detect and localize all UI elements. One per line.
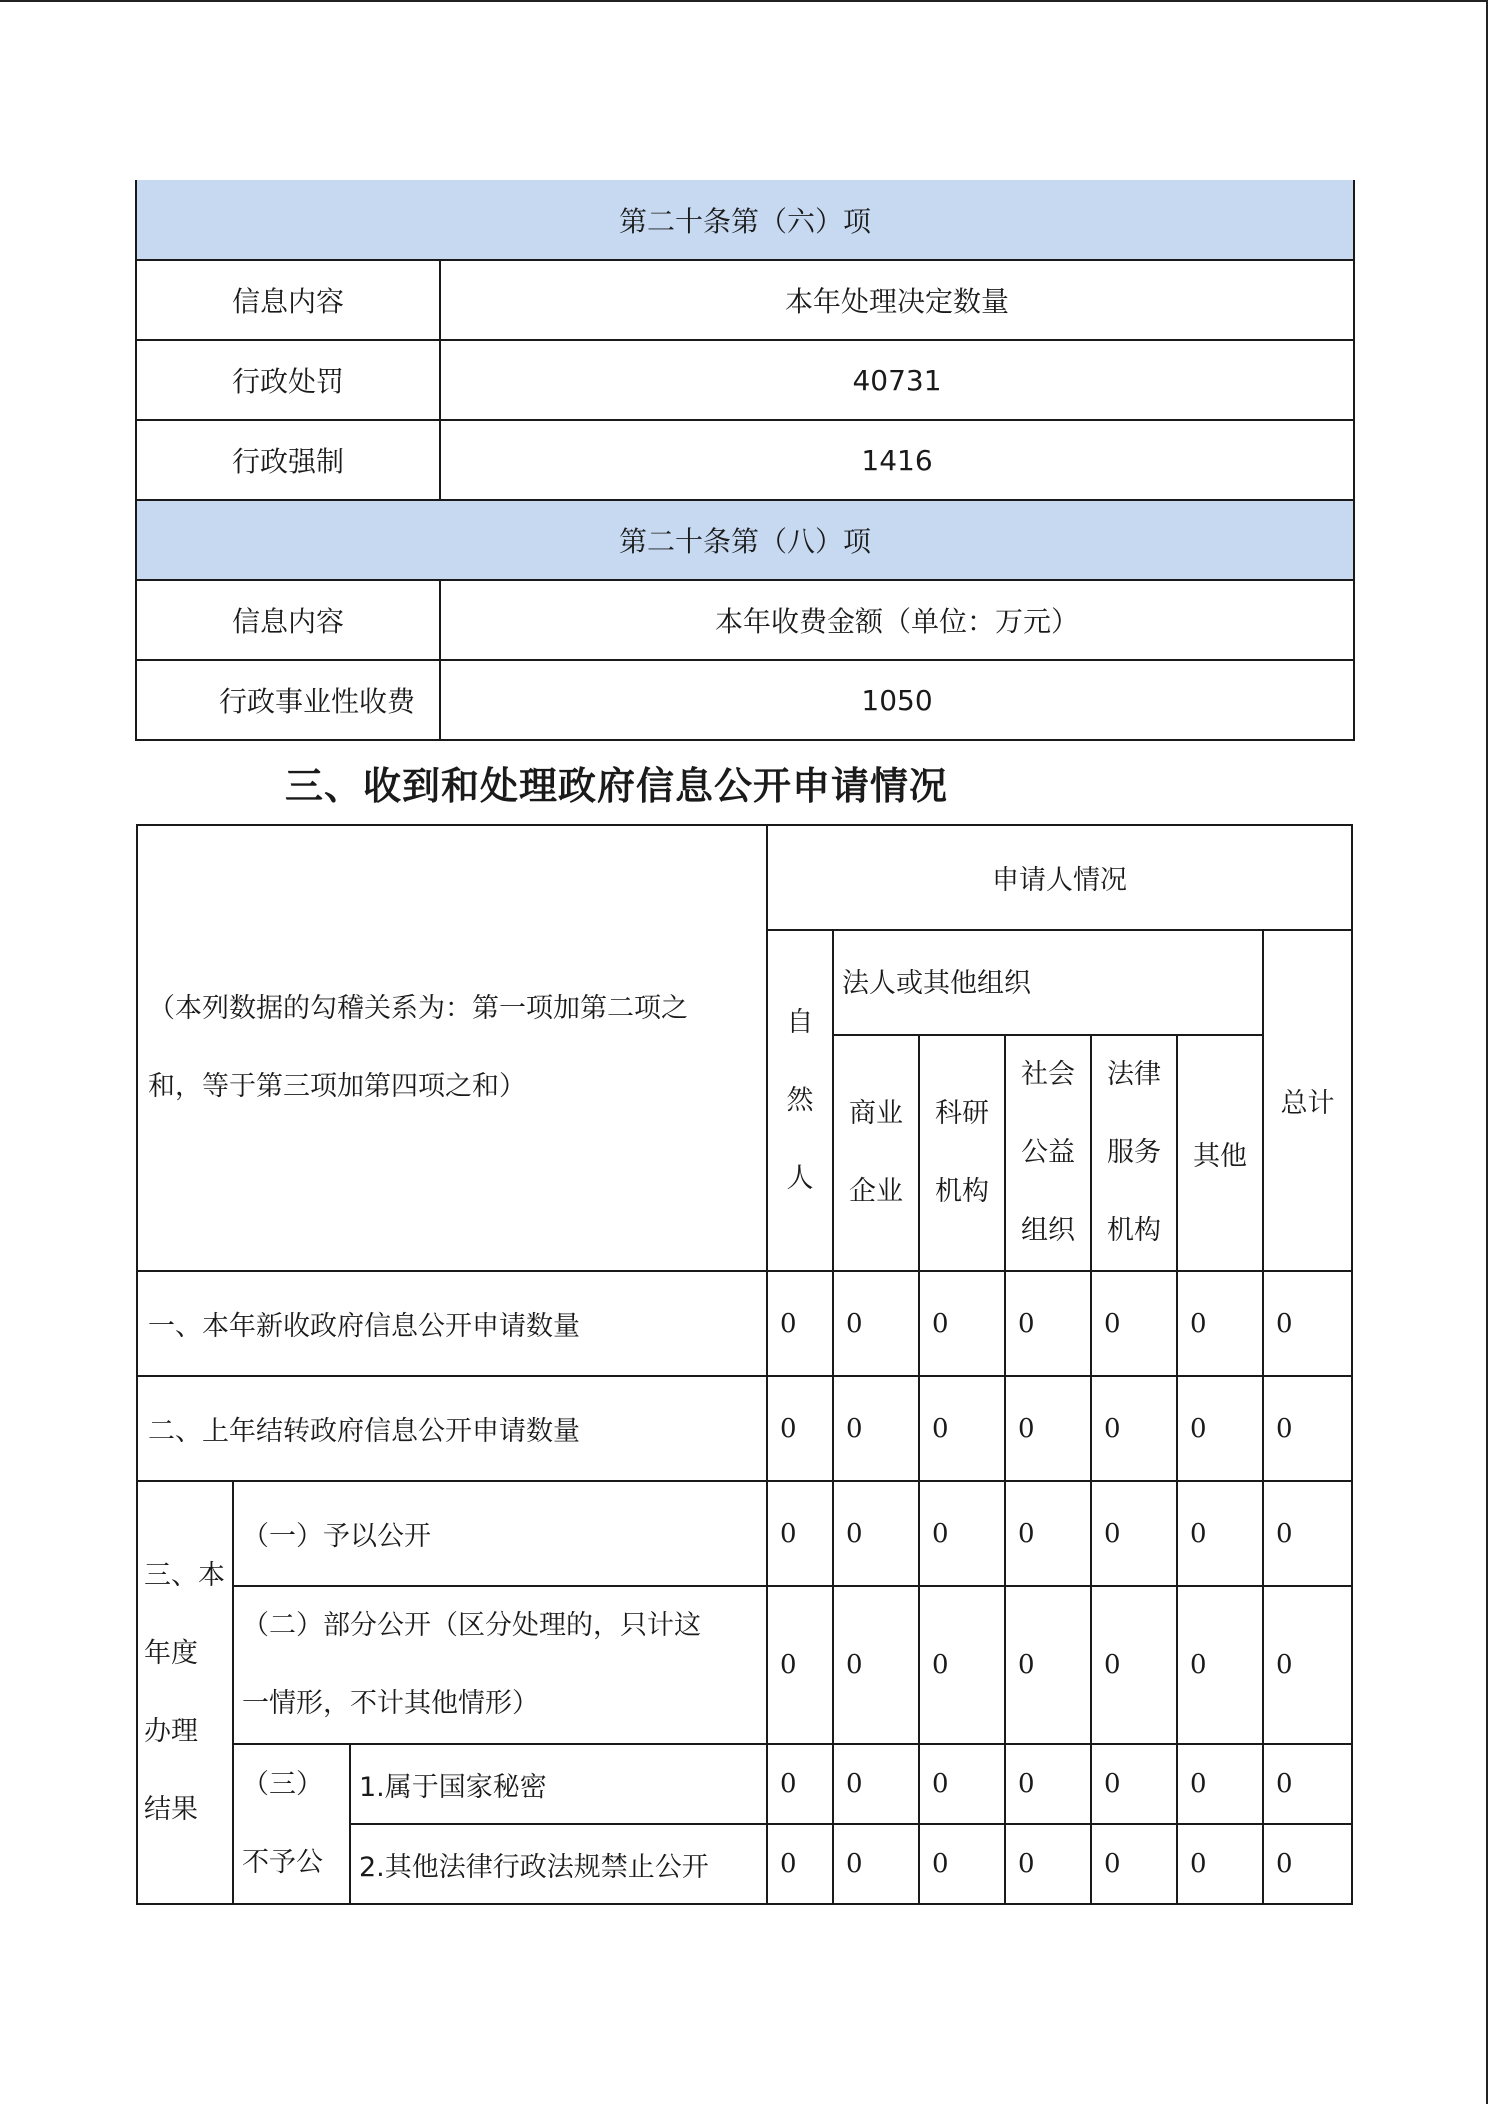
value-cell: 0 — [833, 1824, 919, 1904]
natural-person-header — [767, 930, 833, 1271]
applicant-header: 申请人情况 — [767, 825, 1352, 930]
value-cell: 0 — [1091, 1376, 1177, 1481]
value-cell: 0 — [1177, 1586, 1263, 1744]
value-cell: 0 — [1091, 1586, 1177, 1744]
row-label: 一、本年新收政府信息公开申请数量 — [137, 1271, 767, 1376]
header-line: 组织 — [1021, 1215, 1075, 1246]
row-label: 行政处罚 — [136, 340, 440, 420]
value-cell: 0 — [1177, 1824, 1263, 1904]
research-header — [919, 1035, 1005, 1271]
header-line: 科研 — [935, 1098, 989, 1129]
value-cell: 0 — [833, 1376, 919, 1481]
header-line: 法律 — [1107, 1059, 1161, 1090]
note-line: 和，等于第三项加第四项之和） — [148, 1071, 526, 1102]
article20-table — [135, 180, 1355, 741]
value-cell: 0 — [767, 1481, 833, 1586]
group-label-line: 办理 — [144, 1715, 198, 1747]
table-row — [137, 1376, 1352, 1481]
row-label-line: （二）部分公开（区分处理的，只计这 — [242, 1610, 701, 1641]
row-value: 40731 — [440, 340, 1354, 420]
note-line: （本列数据的勾稽关系为：第一项加第二项之 — [148, 993, 688, 1024]
value-cell: 0 — [1263, 1824, 1352, 1904]
header-line: 机构 — [1107, 1215, 1161, 1246]
value-cell: 0 — [767, 1586, 833, 1744]
value-cell: 0 — [1263, 1744, 1352, 1824]
group-label — [137, 1481, 233, 1904]
section8-column-header-row — [136, 580, 1354, 660]
table-row — [137, 1586, 1352, 1744]
table-row — [137, 1271, 1352, 1376]
value-cell: 0 — [1005, 1376, 1091, 1481]
note-cell — [137, 825, 767, 1271]
sub-group-label — [233, 1744, 350, 1904]
header-char: 自 — [786, 1006, 814, 1038]
value-cell: 0 — [919, 1586, 1005, 1744]
group-label-line: 结果 — [144, 1793, 198, 1825]
header-line: 社会 — [1021, 1059, 1075, 1090]
row-label — [233, 1586, 767, 1744]
value-cell: 0 — [1177, 1481, 1263, 1586]
disclosure-requests-table — [136, 824, 1353, 1905]
sub-group-label-line: 不予公 — [242, 1847, 323, 1878]
sub-group-label-line: （三） — [242, 1769, 323, 1800]
value-cell: 0 — [1177, 1376, 1263, 1481]
value-cell: 0 — [1005, 1586, 1091, 1744]
value-cell: 0 — [1263, 1481, 1352, 1586]
section6-column-header-row — [136, 260, 1354, 340]
value-cell: 0 — [1005, 1824, 1091, 1904]
row-label: 行政事业性收费 — [136, 660, 440, 740]
value-cell: 0 — [1005, 1744, 1091, 1824]
total-header: 总计 — [1263, 930, 1352, 1271]
table-row — [137, 1744, 1352, 1824]
page-border-top — [0, 0, 1488, 2]
commercial-header — [833, 1035, 919, 1271]
section8-header-row — [136, 500, 1354, 580]
value-cell: 0 — [919, 1481, 1005, 1586]
value-cell: 0 — [1263, 1271, 1352, 1376]
header-line: 商业 — [849, 1098, 903, 1129]
value-cell: 0 — [1263, 1376, 1352, 1481]
legal-service-header — [1091, 1035, 1177, 1271]
header-char: 人 — [786, 1162, 814, 1194]
value-cell: 0 — [1005, 1271, 1091, 1376]
value-cell: 0 — [833, 1481, 919, 1586]
table-row — [137, 1481, 1352, 1586]
value-cell: 0 — [1005, 1481, 1091, 1586]
value-cell: 0 — [919, 1744, 1005, 1824]
group-label-line: 三、本 — [144, 1559, 225, 1591]
section6-col1-header: 信息内容 — [136, 260, 440, 340]
row-label: 二、上年结转政府信息公开申请数量 — [137, 1376, 767, 1481]
table-row — [136, 420, 1354, 500]
header-row-1 — [137, 825, 1352, 930]
section6-col2-header: 本年处理决定数量 — [440, 260, 1354, 340]
value-cell: 0 — [767, 1824, 833, 1904]
value-cell: 0 — [767, 1744, 833, 1824]
value-cell: 0 — [1177, 1271, 1263, 1376]
row-value: 1050 — [440, 660, 1354, 740]
value-cell: 0 — [833, 1744, 919, 1824]
section6-header-row — [136, 180, 1354, 260]
other-header: 其他 — [1177, 1035, 1263, 1271]
value-cell: 0 — [1091, 1744, 1177, 1824]
value-cell: 0 — [833, 1586, 919, 1744]
header-char: 然 — [786, 1084, 814, 1116]
row-value: 1416 — [440, 420, 1354, 500]
header-line: 服务 — [1107, 1137, 1161, 1168]
table-row — [136, 660, 1354, 740]
social-header — [1005, 1035, 1091, 1271]
value-cell: 0 — [1177, 1744, 1263, 1824]
row-label: 行政强制 — [136, 420, 440, 500]
row-label: 1.属于国家秘密 — [350, 1744, 767, 1824]
value-cell: 0 — [1091, 1271, 1177, 1376]
value-cell: 0 — [919, 1824, 1005, 1904]
value-cell: 0 — [767, 1376, 833, 1481]
header-line: 公益 — [1021, 1137, 1075, 1168]
value-cell: 0 — [919, 1376, 1005, 1481]
table-row — [136, 340, 1354, 420]
value-cell: 0 — [919, 1271, 1005, 1376]
header-line: 机构 — [935, 1176, 989, 1207]
value-cell: 0 — [1091, 1481, 1177, 1586]
value-cell: 0 — [1263, 1586, 1352, 1744]
section6-header: 第二十条第（六）项 — [136, 180, 1354, 260]
value-cell: 0 — [833, 1271, 919, 1376]
value-cell: 0 — [1091, 1824, 1177, 1904]
header-line: 企业 — [849, 1176, 903, 1207]
legal-org-header: 法人或其他组织 — [833, 930, 1263, 1035]
section8-col2-header: 本年收费金额（单位：万元） — [440, 580, 1354, 660]
row-label: 2.其他法律行政法规禁止公开 — [350, 1824, 767, 1904]
section8-header: 第二十条第（八）项 — [136, 500, 1354, 580]
section8-col1-header: 信息内容 — [136, 580, 440, 660]
group-label-line: 年度 — [144, 1637, 198, 1669]
section-title: 三、收到和处理政府信息公开申请情况 — [285, 764, 949, 808]
row-label-line: 一情形，不计其他情形） — [242, 1688, 539, 1719]
row-label: （一）予以公开 — [233, 1481, 767, 1586]
value-cell: 0 — [767, 1271, 833, 1376]
